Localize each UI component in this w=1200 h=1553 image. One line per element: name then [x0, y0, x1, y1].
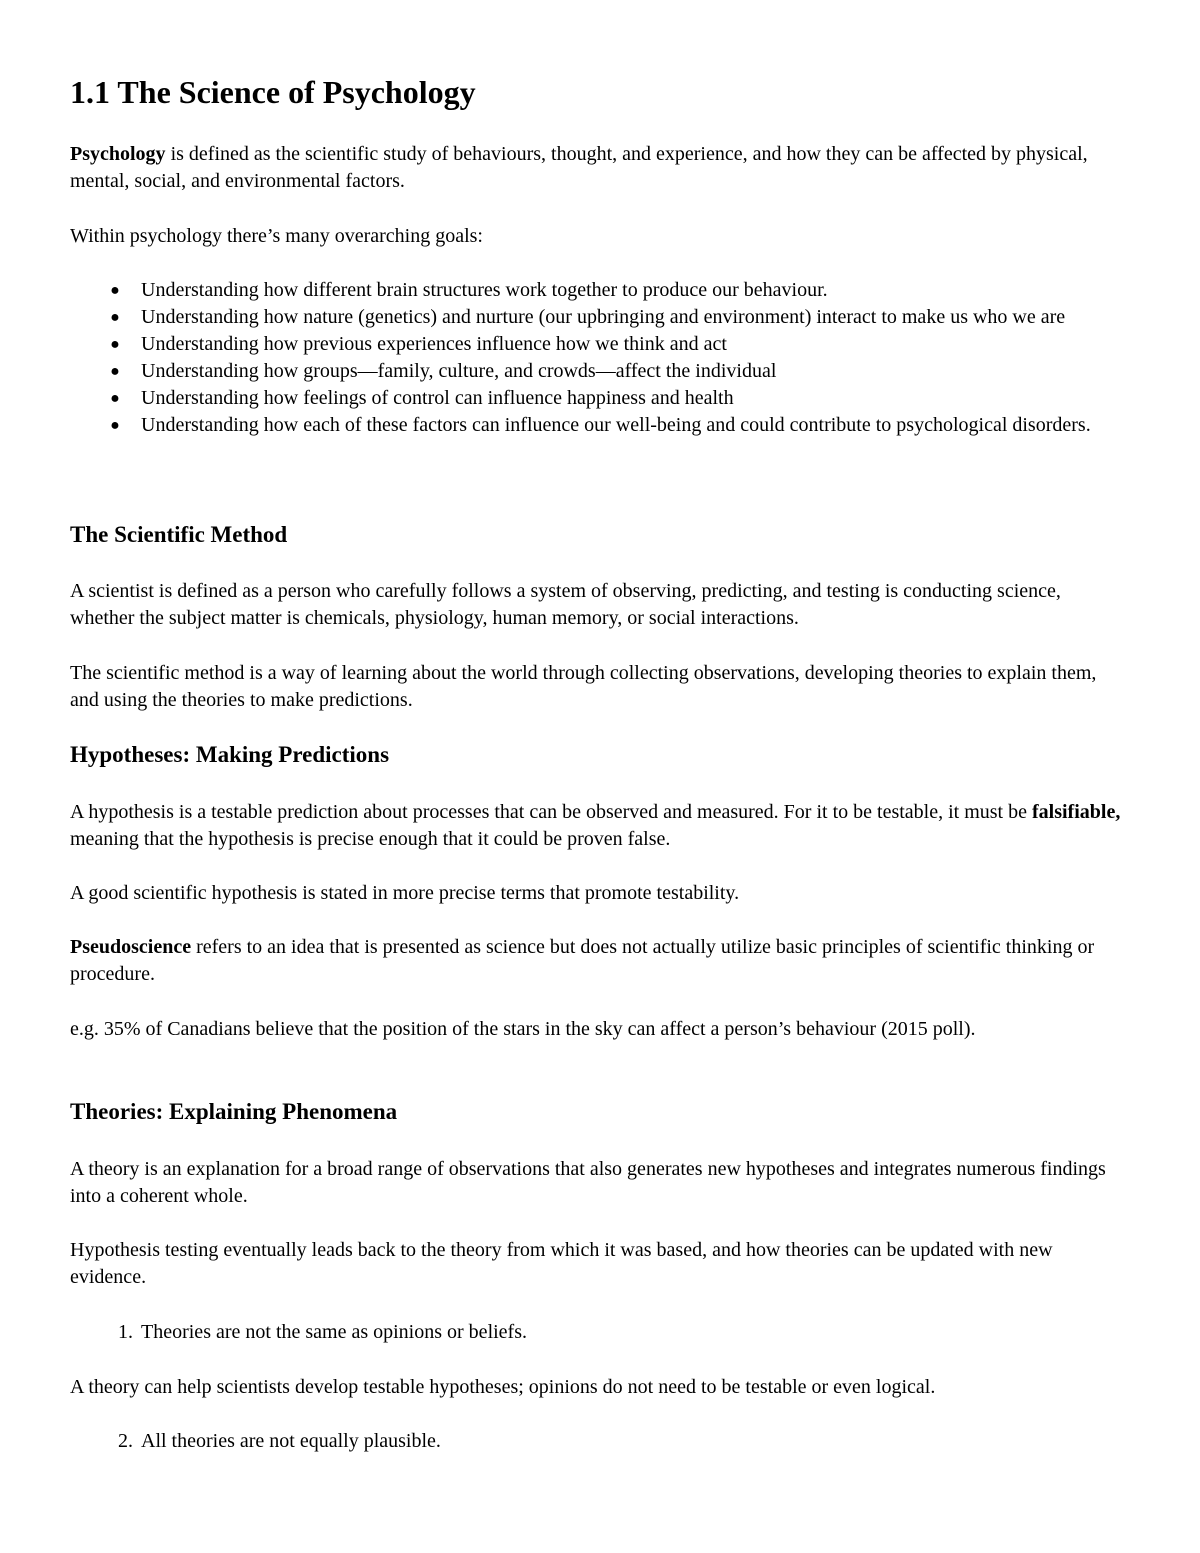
bullet-icon: ●	[110, 390, 120, 407]
list-item: ● Understanding how each of these factors can influence our well-being and could contribute to psychological disorders.	[70, 412, 1130, 439]
bullet-icon: ●	[110, 309, 120, 326]
heading-theories: Theories: Explaining Phenomena	[70, 1099, 398, 1124]
falsifiable-term: falsifiable,	[1031, 801, 1121, 823]
theory-definition: A theory is an explanation for a broad range of observations that also generates new hypotheses and integrates numerous findings into a coherent whole.	[70, 1158, 1106, 1207]
psychology-definition-text: is defined as the scientific study of behaviours, thought, and experience, and how they can be affected by physical, mental, social, and environmental factors.	[70, 143, 1088, 192]
list-item: ● Understanding how feelings of control can influence happiness and health	[70, 385, 1130, 412]
bullet-icon: ●	[110, 363, 120, 380]
numbered-item-1: 1. Theories are not the same as opinions or beliefs.	[118, 1321, 527, 1343]
psychology-definition	[70, 141, 1130, 195]
numbered-item-2: 2. All theories are not equally plausible.	[118, 1430, 441, 1452]
scientist-definition: A scientist is defined as a person who carefully follows a system of observing, predicting, and testing is conducting science, whether the subject matter is chemicals, physiology, human memory, or social interactions.	[70, 580, 1061, 629]
pseudoscience-example: e.g. 35% of Canadians believe that the position of the stars in the sky can affect a person’s behaviour (2015 poll).	[70, 1018, 976, 1040]
hypothesis-testing-text: Hypothesis testing eventually leads back to the theory from which it was based, and how theories can be updated with new evidence.	[70, 1239, 1053, 1288]
list-item: ● Understanding how nature (genetics) and nurture (our upbringing and environment) interact to make us who we are	[70, 304, 1130, 331]
goals-list	[70, 277, 1130, 439]
list-item: ● Understanding how previous experiences influence how we think and act	[70, 331, 1130, 358]
good-hypothesis-text: A good scientific hypothesis is stated in more precise terms that promote testability.	[70, 882, 740, 904]
bullet-icon: ●	[110, 282, 120, 299]
hypothesis-definition: A hypothesis is a testable prediction about processes that can be observed and measured. For it to be testable, it must be falsifiable, meaning that the hypothesis is precise enough that it could be proven false.	[70, 801, 1121, 850]
heading-hypotheses: Hypotheses: Making Predictions	[70, 742, 390, 767]
list-item: ● Understanding how different brain structures work together to produce our behaviour.	[70, 277, 1130, 304]
psychology-term: Psychology	[70, 143, 166, 165]
goals-intro: Within psychology there’s many overarching goals:	[70, 225, 483, 247]
list-item: ● Understanding how groups—family, culture, and crowds—affect the individual	[70, 358, 1130, 385]
bullet-icon: ●	[110, 336, 120, 353]
bullet-icon: ●	[110, 417, 120, 434]
pseudoscience-definition: Pseudoscience refers to an idea that is presented as science but does not actually utilize basic principles of scientific thinking or procedure.	[70, 936, 1095, 985]
heading-scientific-method: The Scientific Method	[70, 522, 288, 547]
pseudoscience-term: Pseudoscience	[70, 936, 192, 958]
scientific-method-definition: The scientific method is a way of learning about the world through collecting observations, developing theories to explain them, and using the theories to make predictions.	[70, 662, 1097, 711]
page-title: 1.1 The Science of Psychology	[70, 74, 476, 110]
theory-vs-opinion-text: A theory can help scientists develop testable hypotheses; opinions do not need to be testable or even logical.	[70, 1376, 936, 1398]
